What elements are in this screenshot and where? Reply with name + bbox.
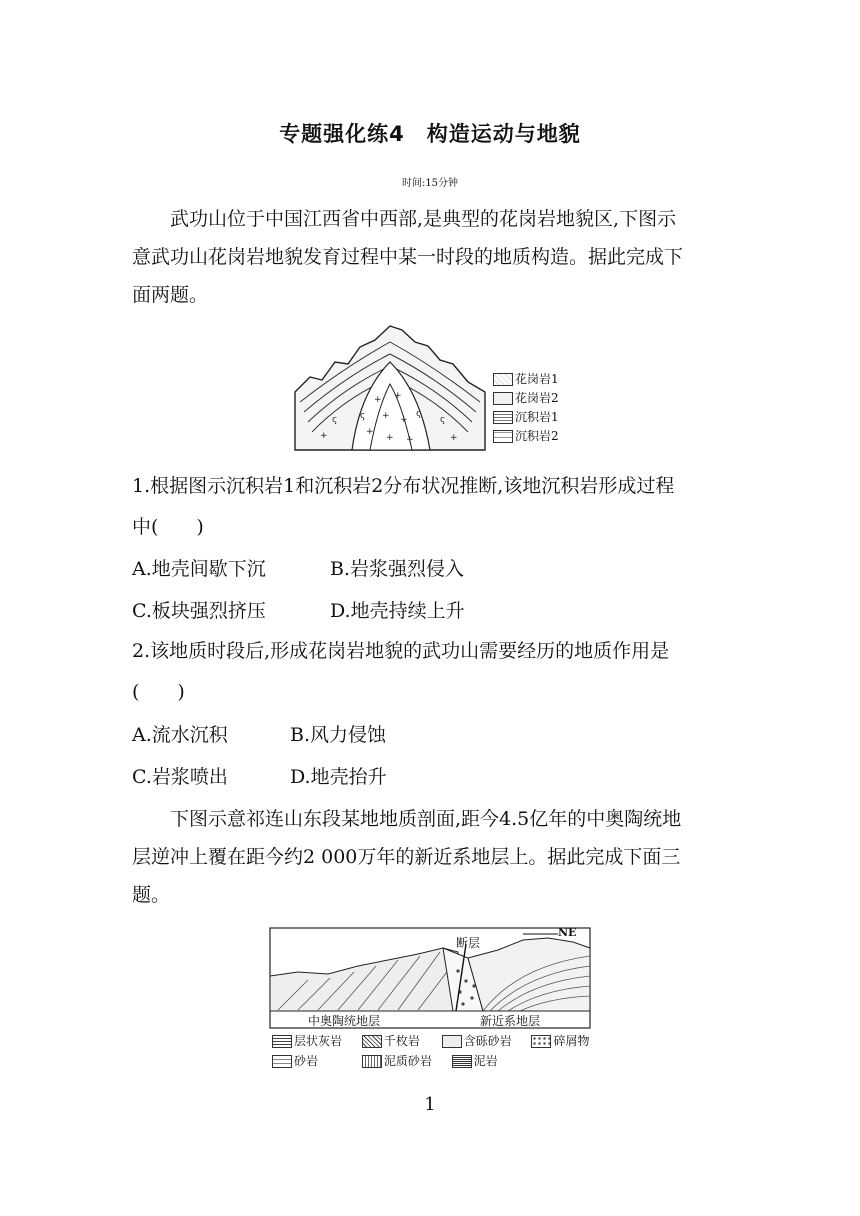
- legend-item: [442, 1032, 528, 1049]
- svg-text:ς: ς: [360, 411, 366, 421]
- granite-cross-section: [290, 322, 490, 454]
- svg-text:+: +: [406, 435, 414, 445]
- granite2-swatch-icon: [493, 392, 513, 405]
- legend-label: 砂岩: [294, 1054, 319, 1068]
- legend-item: [493, 408, 593, 427]
- question-2-option-c: C.岩浆喷出: [132, 766, 228, 788]
- question-1-option-b: B.岩浆强烈侵入: [330, 558, 465, 580]
- layered-limestone-swatch-icon: [272, 1035, 292, 1048]
- mudstone-swatch-icon: [452, 1055, 472, 1068]
- fault-label: 断层: [456, 936, 481, 950]
- neogene-label: 新近系地层: [480, 1014, 541, 1028]
- figure-1-legend: [493, 370, 593, 446]
- legend-item: [531, 1032, 589, 1049]
- figure-2-geologic-profile: [268, 926, 593, 1076]
- sandstone-swatch-icon: [272, 1055, 292, 1068]
- question-2-stem: 2.该地质时段后,形成花岗岩地貌的武功山需要经历的地质作用是: [132, 640, 670, 662]
- svg-text:+: +: [386, 433, 394, 443]
- legend-label: 泥岩: [473, 1054, 498, 1068]
- page-number: 1: [424, 1094, 436, 1115]
- question-2-option-a: A.流水沉积: [132, 724, 228, 746]
- ordovician-label: 中奥陶统地层: [308, 1014, 381, 1028]
- legend-label: 千枚岩: [383, 1034, 420, 1048]
- sedimentary2-swatch-icon: [493, 430, 513, 443]
- granite1-swatch-icon: [493, 373, 513, 386]
- passage-2-line: 层逆冲上覆在距今约2 000万年的新近系地层上。据此完成下面三: [132, 846, 681, 868]
- legend-item: [362, 1032, 438, 1049]
- phyllite-swatch-icon: [362, 1035, 382, 1048]
- passage-2: [132, 800, 732, 914]
- svg-text:+: +: [366, 427, 374, 437]
- figure-1-granite-diagram: [290, 322, 590, 454]
- svg-text:+: +: [320, 431, 328, 441]
- svg-text:+: +: [400, 415, 408, 425]
- legend-row: [272, 1032, 602, 1052]
- debris-swatch-icon: [531, 1035, 551, 1048]
- legend-item: [362, 1052, 448, 1069]
- svg-text:ς: ς: [416, 409, 422, 419]
- question-1-option-c: C.板块强烈挤压: [132, 600, 266, 622]
- legend-label: 花岗岩1: [515, 372, 559, 386]
- legend-label: 沉积岩2: [515, 429, 559, 443]
- svg-text:+: +: [374, 395, 382, 405]
- question-1-option-a: A.地壳间歇下沉: [132, 558, 266, 580]
- sedimentary1-swatch-icon: [493, 411, 513, 424]
- question-2-option-d: D.地壳抬升: [290, 766, 387, 788]
- legend-label: 碎屑物: [553, 1034, 590, 1048]
- passage-1-line: 面两题。: [132, 284, 209, 306]
- question-1-option-d: D.地壳持续上升: [330, 600, 465, 622]
- legend-label: 花岗岩2: [515, 391, 559, 405]
- figure-2-legend: [272, 1032, 602, 1072]
- legend-item: [452, 1052, 498, 1069]
- passage-2-line: 下图示意祁连山东段某地地质剖面,距今4.5亿年的中奥陶统地: [170, 808, 682, 830]
- legend-label: 层状灰岩: [294, 1034, 343, 1048]
- legend-item: [493, 370, 593, 389]
- legend-label: 泥质砂岩: [383, 1054, 432, 1068]
- question-2-stem: ( ): [132, 681, 185, 703]
- legend-item: [493, 389, 593, 408]
- question-1-stem: 中( ): [132, 516, 204, 538]
- passage-2-line: 题。: [132, 884, 171, 906]
- pebbly-sandstone-swatch-icon: [442, 1035, 462, 1048]
- time-limit: 时间:15分钟: [401, 178, 459, 189]
- muddy-sandstone-swatch-icon: [362, 1055, 382, 1068]
- svg-text:ς: ς: [332, 415, 338, 425]
- legend-row: [272, 1052, 602, 1072]
- question-2-option-b: B.风力侵蚀: [290, 724, 387, 746]
- question-1-stem: 1.根据图示沉积岩1和沉积岩2分布状况推断,该地沉积岩形成过程: [132, 475, 675, 497]
- svg-text:ς: ς: [440, 415, 446, 425]
- svg-text:+: +: [394, 391, 402, 401]
- legend-label: 含砾砂岩: [463, 1034, 512, 1048]
- legend-label: 沉积岩1: [515, 410, 559, 424]
- passage-1-line: 武功山位于中国江西省中西部,是典型的花岗岩地貌区,下图示: [170, 208, 677, 230]
- page-title: 专题强化练4 构造运动与地貌: [279, 122, 581, 146]
- ne-direction-label: NE: [558, 926, 577, 939]
- legend-item: [272, 1052, 358, 1069]
- passage-1-line: 意武功山花岗岩地貌发育过程中某一时段的地质构造。据此完成下: [132, 246, 684, 268]
- legend-item: [272, 1032, 358, 1049]
- legend-item: [493, 427, 593, 446]
- passage-1: [132, 200, 732, 314]
- svg-text:+: +: [382, 411, 390, 421]
- svg-text:+: +: [450, 433, 458, 443]
